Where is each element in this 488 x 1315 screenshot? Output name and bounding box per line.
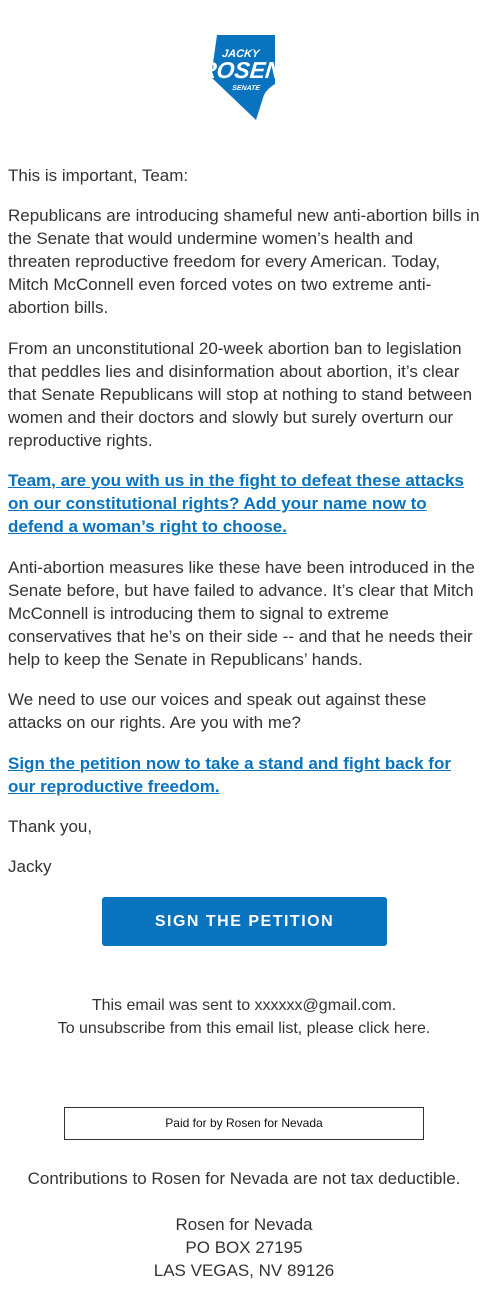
logo-text-jacky: JACKY (221, 48, 260, 60)
cta-container (102, 897, 387, 946)
contributions-notice: Contributions to Rosen for Nevada are not tax deductible. (27, 1169, 461, 1188)
email-greeting: This is important, Team: (8, 166, 189, 185)
address-org: Rosen for Nevada (175, 1215, 313, 1234)
address-po-box: PO BOX 27195 (185, 1238, 303, 1257)
petition-callout (8, 752, 480, 798)
email-body (8, 164, 480, 896)
paid-for-disclaimer: Paid for by Rosen for Nevada (64, 1107, 424, 1140)
petition-link-sign[interactable]: Sign the petition now to take a stand and fight back for our reproductive freedom. (8, 754, 451, 796)
email-paragraph: Republicans are introducing shameful new anti-abortion bills in the Senate that would undermine women’s health and threaten reproductive freedom for every American. Today, Mitch McConnell even forced votes on two extreme anti-abortion bills. (8, 206, 480, 317)
email-paragraph: We need to use our voices and speak out against these attacks on our rights. Are you with me? (8, 690, 427, 732)
unsubscribe-line (0, 1017, 488, 1040)
logo-header (0, 32, 488, 122)
unsubscribe-suffix: . (425, 1020, 431, 1037)
address-city: LAS VEGAS, NV 89126 (153, 1261, 335, 1280)
mailing-address (0, 1213, 488, 1282)
email-paragraph: Anti-abortion measures like these have been introduced in the Senate before, but have failed to advance. It’s clear that Mitch McConnell is introducing them to signal to extreme conservatives that he’s on their side -- and that he needs their help to keep the Senate in Republicans’ hands. (8, 558, 475, 669)
email-paragraph: From an unconstitutional 20-week abortion ban to legislation that peddles lies and disinformation about abortion, it’s clear that Senate Republicans will stop at nothing to stand between women and their doctors and slowly but surely overturn our reproductive rights. (8, 339, 473, 450)
unsubscribe-link[interactable]: click here (358, 1020, 426, 1037)
logo-text-senate: SENATE (231, 85, 261, 92)
petition-callout (8, 469, 480, 538)
petition-link-defend[interactable]: Team, are you with us in the fight to defeat these attacks on our constitutional rights? Add your name now to defend a woman’s right to choose. (8, 471, 464, 536)
sent-to-text: This email was sent to xxxxxx@gmail.com. (91, 997, 397, 1014)
email-closing: Thank you, (8, 817, 93, 836)
unsubscribe-prefix: To unsubscribe from this email list, please (57, 1020, 359, 1037)
nevada-state-logo-icon[interactable] (198, 32, 284, 122)
sign-petition-button[interactable]: SIGN THE PETITION (102, 897, 387, 946)
logo-text-rosen: ROSEN (198, 57, 284, 83)
email-signature: Jacky (8, 857, 52, 876)
footer-notice (0, 994, 488, 1040)
